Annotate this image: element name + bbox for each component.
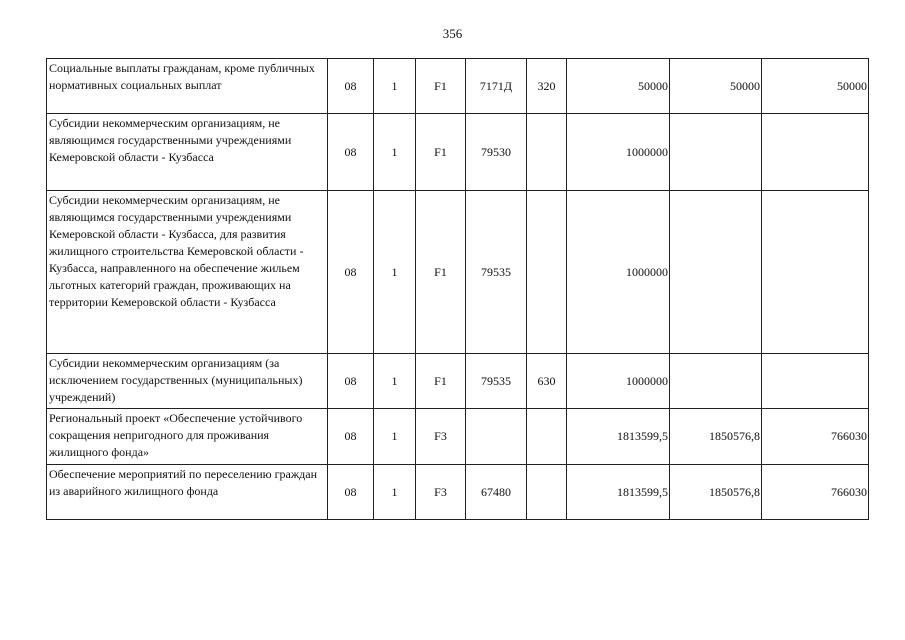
section-cell: 08 [328, 59, 374, 114]
amount-1-cell: 1813599,5 [567, 465, 670, 520]
subsection-cell: 1 [374, 409, 416, 465]
amount-2-cell: 1850576,8 [670, 465, 762, 520]
amount-2-cell [670, 191, 762, 354]
budget-table [46, 58, 869, 520]
row-name-cell: Субсидии некоммерческим организациям, не являющимся государственными учреждениями Кемеровской области - Кузбасса, для развития жилищного строительства Кемеровской области - Кузбасса, направленного на обеспечение жильем льготных категорий граждан, проживающих на территории Кемеровской области - Кузбасса [47, 191, 328, 354]
amount-1-cell: 1813599,5 [567, 409, 670, 465]
amount-2-cell: 1850576,8 [670, 409, 762, 465]
amount-1-cell: 1000000 [567, 114, 670, 191]
amount-2-cell [670, 114, 762, 191]
amount-3-cell [762, 191, 869, 354]
amount-3-cell: 50000 [762, 59, 869, 114]
expense-type-cell: 630 [527, 354, 567, 409]
amount-3-cell [762, 354, 869, 409]
amount-3-cell: 766030 [762, 409, 869, 465]
amount-3-cell: 766030 [762, 465, 869, 520]
amount-1-cell: 1000000 [567, 354, 670, 409]
table-row [47, 59, 869, 114]
direction-cell: 7171Д [466, 59, 527, 114]
section-cell: 08 [328, 409, 374, 465]
amount-1-cell: 50000 [567, 59, 670, 114]
subsection-cell: 1 [374, 59, 416, 114]
direction-cell: 79535 [466, 354, 527, 409]
table-row [47, 465, 869, 520]
table-row [47, 354, 869, 409]
row-name-cell: Региональный проект «Обеспечение устойчивого сокращения непригодного для проживания жилищного фонда» [47, 409, 328, 465]
direction-cell: 67480 [466, 465, 527, 520]
amount-2-cell [670, 354, 762, 409]
table-row [47, 114, 869, 191]
program-cell: F1 [416, 59, 466, 114]
program-cell: F3 [416, 465, 466, 520]
row-name-cell: Субсидии некоммерческим организациям, не являющимся государственными учреждениями Кемеровской области - Кузбасса [47, 114, 328, 191]
program-cell: F3 [416, 409, 466, 465]
table-row [47, 191, 869, 354]
amount-1-cell: 1000000 [567, 191, 670, 354]
page-number: 356 [442, 26, 463, 41]
table-row [47, 409, 869, 465]
program-cell: F1 [416, 191, 466, 354]
expense-type-cell [527, 191, 567, 354]
section-cell: 08 [328, 354, 374, 409]
program-cell: F1 [416, 354, 466, 409]
subsection-cell: 1 [374, 354, 416, 409]
expense-type-cell: 320 [527, 59, 567, 114]
direction-cell [466, 409, 527, 465]
section-cell: 08 [328, 191, 374, 354]
expense-type-cell [527, 409, 567, 465]
section-cell: 08 [328, 465, 374, 520]
subsection-cell: 1 [374, 465, 416, 520]
program-cell: F1 [416, 114, 466, 191]
direction-cell: 79535 [466, 191, 527, 354]
subsection-cell: 1 [374, 191, 416, 354]
expense-type-cell [527, 114, 567, 191]
row-name-cell: Социальные выплаты гражданам, кроме публичных нормативных социальных выплат [47, 59, 328, 114]
section-cell: 08 [328, 114, 374, 191]
row-name-cell: Обеспечение мероприятий по переселению граждан из аварийного жилищного фонда [47, 465, 328, 520]
amount-2-cell: 50000 [670, 59, 762, 114]
subsection-cell: 1 [374, 114, 416, 191]
row-name-cell: Субсидии некоммерческим организациям (за исключением государственных (муниципальных) учреждений) [47, 354, 328, 409]
expense-type-cell [527, 465, 567, 520]
direction-cell: 79530 [466, 114, 527, 191]
amount-3-cell [762, 114, 869, 191]
